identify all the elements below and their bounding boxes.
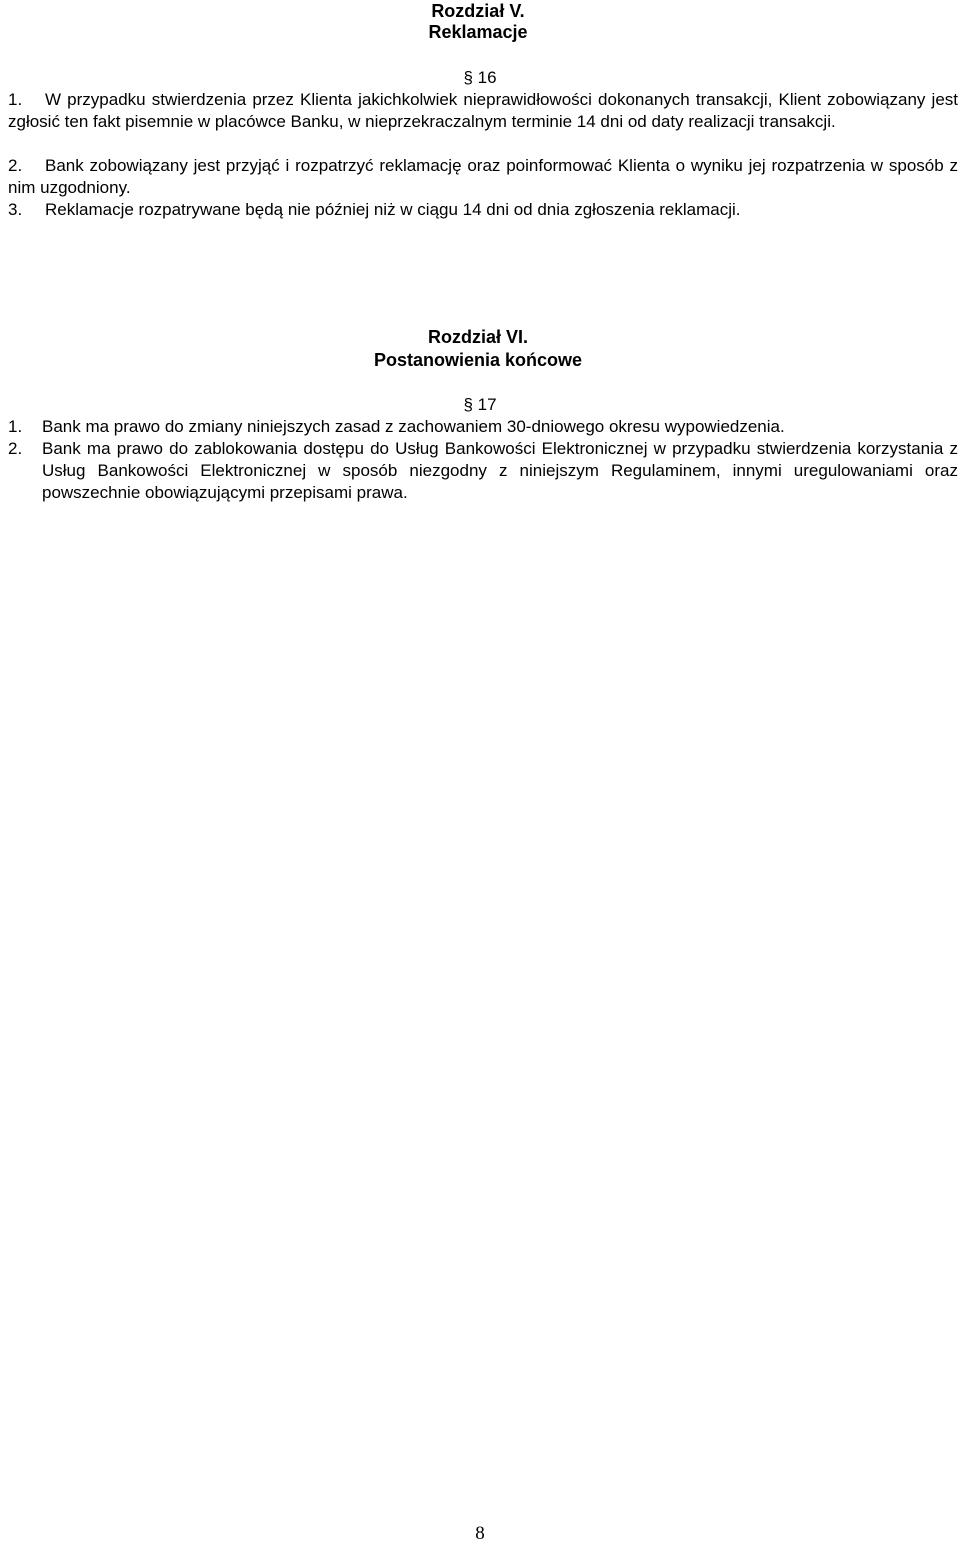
item-text: Bank zobowiązany jest przyjąć i rozpatrzyć reklamację oraz poinformować Klienta o wyniku jej rozpatrzenia w sposób z nim uzgodniony. — [8, 156, 958, 197]
item-number: 1. — [8, 417, 23, 436]
item-number: 1. — [8, 90, 23, 109]
list-item — [8, 155, 958, 199]
item-number: 2. — [8, 156, 23, 175]
page-number: 8 — [475, 1523, 485, 1544]
item-number: 3. — [8, 200, 23, 219]
section-mark: § 16 — [463, 68, 497, 87]
list-item — [8, 416, 958, 438]
item-text: Bank ma prawo do zmiany niniejszych zasad z zachowaniem 30-dniowego okresu wypowiedzenia. — [42, 417, 785, 436]
chapter-title: Rozdział VI. — [427, 327, 528, 347]
list-item — [8, 438, 958, 504]
section-mark: § 17 — [463, 395, 497, 414]
item-text: Reklamacje rozpatrywane będą nie później niż w ciągu 14 dni od dnia zgłoszenia reklamacji. — [45, 200, 741, 219]
list-item — [8, 199, 958, 221]
chapter-subtitle: Reklamacje — [428, 22, 528, 42]
chapter-subtitle: Postanowienia końcowe — [373, 350, 583, 370]
item-text: W przypadku stwierdzenia przez Klienta jakichkolwiek nieprawidłowości dokonanych transakcji, Klient zobowiązany jest zgłosić ten fakt pisemnie w placówce Banku, w nieprzekraczalnym terminie 14 dni od daty realizacji transakcji. — [8, 90, 958, 131]
item-number: 2. — [8, 439, 23, 458]
list-item — [8, 89, 958, 133]
chapter-title: Rozdział V. — [431, 1, 525, 21]
item-text: Bank ma prawo do zablokowania dostępu do Usług Bankowości Elektronicznej w przypadku stwierdzenia korzystania z Usług Bankowości Elektronicznej w sposób niezgodny z niniejszym Regulaminem, innymi uregulowaniami oraz powszechnie obowiązującymi przepisami prawa. — [42, 439, 958, 502]
